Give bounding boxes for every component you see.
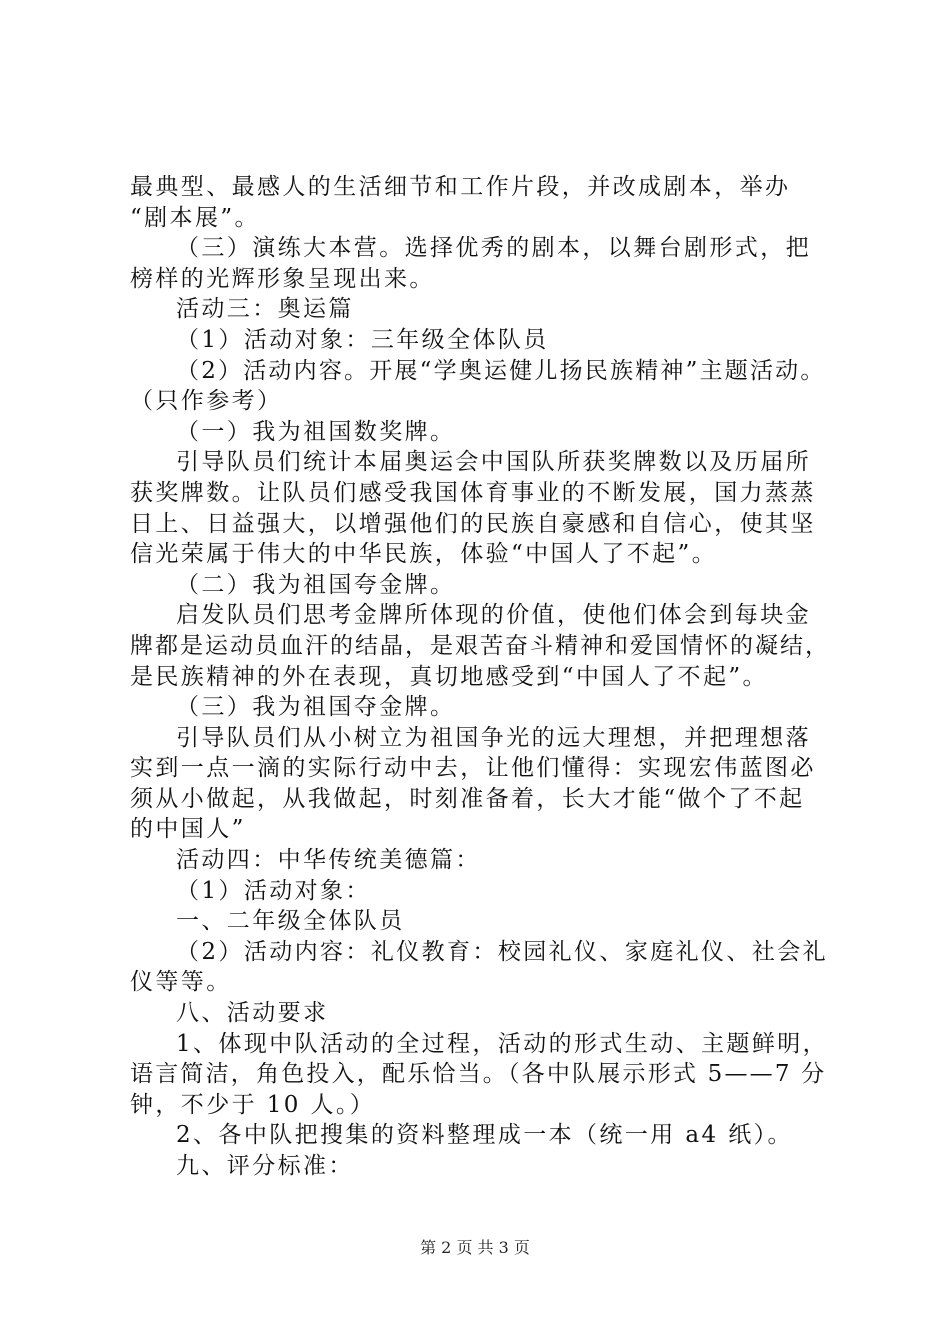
text-line: 九、评分标准： [176, 1153, 354, 1179]
text-line: 活动四：中华传统美德篇： [176, 847, 481, 874]
page-footer: 第 2 页 共 3 页 [420, 1238, 530, 1257]
text-line: （1）活动对象：三年级全体队员 [176, 326, 549, 353]
text-line: 引导队员们统计本届奥运会中国队所获奖牌数以及历届所 [176, 449, 811, 476]
text-line: 八、活动要求 [176, 1000, 329, 1027]
text-line: 语言简洁，角色投入，配乐恰当。（各中队展示形式 5——7 分 [130, 1061, 827, 1088]
text-line: （三）演练大本营。选择优秀的剧本，以舞台剧形式，把 [176, 235, 811, 262]
text-line: 活动三：奥运篇 [176, 296, 354, 323]
text-line: （一）我为祖国数奖牌。 [176, 418, 456, 445]
text-line: 一、二年级全体队员 [176, 908, 405, 935]
text-line: （2）活动内容。开展“学奥运健儿扬民族精神”主题活动。 [176, 357, 826, 384]
text-line: 启发队员们思考金牌所体现的价值，使他们体会到每块金 [176, 602, 811, 629]
text-line: 钟，不少于 10 人。） [130, 1091, 376, 1118]
text-line: 2、各中队把搜集的资料整理成一本（统一用 a4 纸）。 [176, 1122, 793, 1149]
text-line: （三）我为祖国夺金牌。 [176, 694, 456, 721]
text-line: 实到一点一滴的实际行动中去，让他们懂得：实现宏伟蓝图必 [130, 755, 816, 782]
text-line: 的中国人” [130, 816, 246, 843]
text-line: 引导队员们从小树立为祖国争光的远大理想，并把理想落 [176, 724, 811, 751]
text-line: 榜样的光辉形象呈现出来。 [130, 265, 435, 292]
text-line: 1、体现中队活动的全过程，活动的形式生动、主题鲜明， [176, 1030, 829, 1057]
text-line: （二）我为祖国夸金牌。 [176, 571, 456, 598]
text-line: 仪等等。 [130, 969, 232, 996]
text-line: （2）活动内容：礼仪教育：校园礼仪、家庭礼仪、社会礼 [176, 938, 829, 965]
text-line: 最典型、最感人的生活细节和工作片段，并改成剧本，举办 [130, 174, 791, 200]
text-line: 是民族精神的外在表现，真切地感受到“中国人了不起”。 [130, 663, 768, 690]
text-line: （只作参考） [130, 388, 283, 415]
text-line: （1）活动对象： [176, 877, 371, 904]
text-line: 须从小做起，从我做起，时刻准备着，长大才能“做个了不起 [130, 785, 805, 812]
document-body [130, 172, 830, 1182]
text-line: 日上、日益强大，以增强他们的民族自豪感和自信心，使其坚 [130, 510, 816, 537]
text-line: “剧本展”。 [130, 204, 260, 231]
text-line: 获奖牌数。让队员们感受我国体育事业的不断发展，国力蒸蒸 [130, 479, 816, 506]
text-line: 信光荣属于伟大的中华民族，体验“中国人了不起”。 [130, 541, 718, 568]
text-line: 牌都是运动员血汗的结晶，是艰苦奋斗精神和爱国情怀的凝结， [130, 632, 830, 659]
